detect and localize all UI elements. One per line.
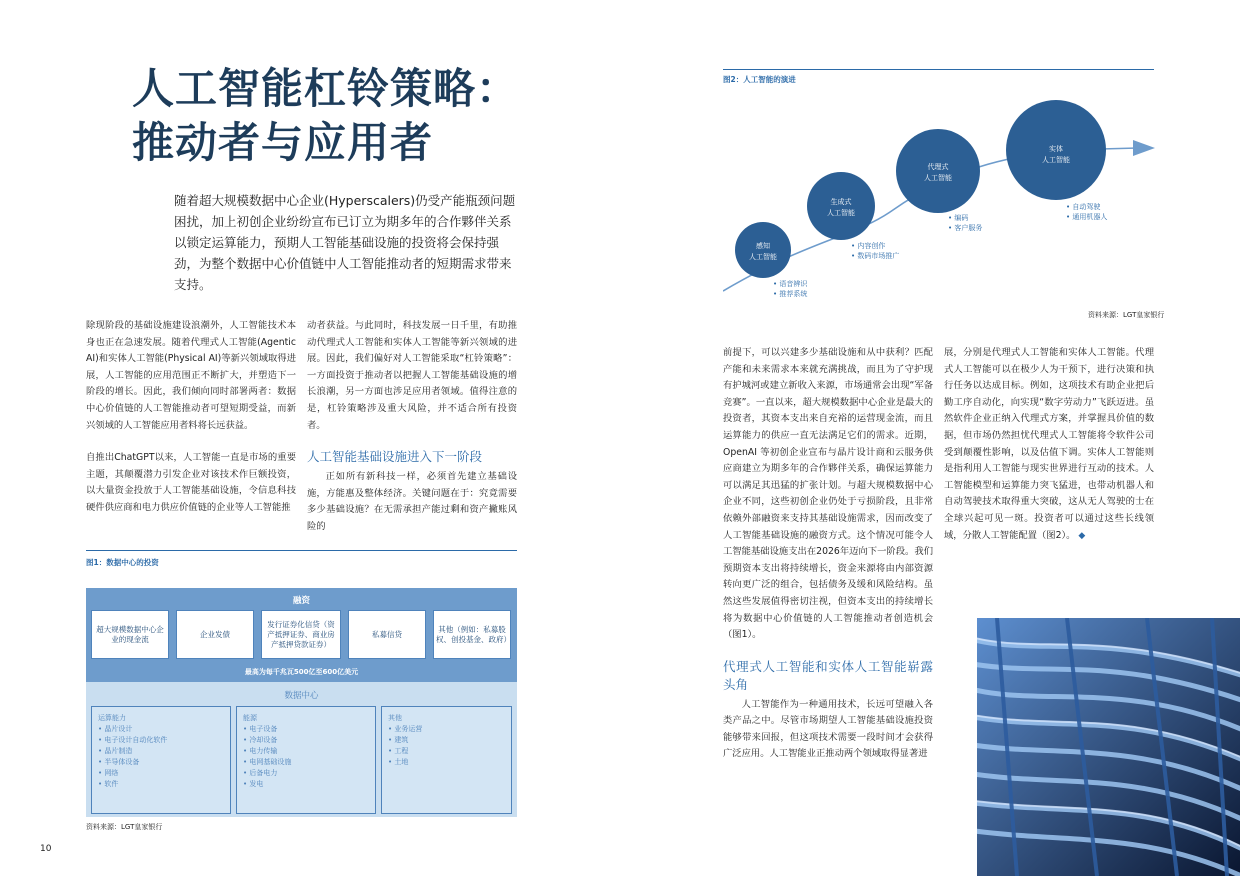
figure-2-caption: 图2：人工智能的演进	[723, 75, 796, 84]
col4-text: 展，分别是代理式人工智能和实体人工智能。代理式人工智能可以在极少人为干预下，进行决策和执行任务以达成目标。例如，这项技术有助企业把后勤工序自动化，向实现“数字劳动力”飞跃迈进。虽然软件企业正纳入代理式方案，并掌握具价值的数据，但市场仍然担忧代理式人工智能将令软件公司受到颠覆性影响，以及估值下调。实体人工智能则是指利用人工智能与现实世界进行互动的技术。人工智能模型和运算能力突飞猛进，也带动机器人和自动驾驶技术取得重大突破，这从无人驾驶的士在全球兴起可见一斑。投资者可以通过这些长线领域，分散人工智能配置（图2）。	[944, 347, 1154, 541]
list-item: • 工程	[388, 746, 505, 757]
stage-4-example-1: 自动驾驶	[1072, 203, 1101, 211]
stage-agentic-circle	[896, 129, 980, 213]
figure-1-data-center-investment	[86, 588, 517, 817]
figure-2-ai-evolution	[723, 88, 1163, 303]
stage-3-name-line2: 人工智能	[924, 174, 952, 182]
list-item: • 网络	[98, 768, 224, 779]
list-item: • 软件	[98, 779, 224, 790]
page-title	[132, 62, 552, 170]
arrow-head-icon	[1133, 140, 1155, 156]
list-item: • 晶片设计	[98, 724, 224, 735]
list-item: • 电网基础设施	[243, 757, 369, 768]
lead-paragraph: 随着超大规模数据中心企业(Hyperscalers)仍受产能瓶颈问题困扰，加上初创企业纷纷宣布已订立为期多年的合作夥伴关系以锁定运算能力，预期人工智能基础设施的投资将会保持强劲，为整个数据中心价值链中人工智能推动者的短期需求带来支持。	[174, 193, 516, 292]
col3-paragraph-2: 人工智能作为一种通用技术，长远可望融入各类产品之中。尽管市场期望人工智能基础设施投资能够带来回报，但这项技术需要一段时间才会获得广泛应用。人工智能业正推动两个领域取得显著进	[723, 698, 933, 760]
figure-1-source: 资料来源：LGT皇家银行	[86, 823, 163, 831]
energy-box	[236, 706, 376, 814]
stage-4-name-line1: 实体	[1049, 145, 1063, 153]
svg-text:• 语音辨识: • 语音辨识	[773, 280, 808, 288]
list-item: • 半导体设备	[98, 757, 224, 768]
column-2	[307, 318, 517, 536]
svg-text:• 自动驾驶: • 自动驾驶	[1066, 203, 1101, 211]
list-item: • 后备电力	[243, 768, 369, 779]
list-item: • 冷却设备	[243, 735, 369, 746]
svg-text:• 推荐系统: • 推荐系统	[773, 290, 808, 298]
col1-paragraph-1: 除现阶段的基础设施建设浪潮外，人工智能技术本身也正在急速发展。随着代理式人工智能(Agentic AI)和实体人工智能(Physical AI)等新兴领域取得进展，人工智能的应用范围正不断扩大，并塑造下一阶段的增长。因此，我们倾向同时部署两者：数据中心价值链的人工智能推动者可望短期受益，而新兴领域的人工智能应用者料将长远获益。	[86, 320, 296, 431]
stage-2-example-1: 内容创作	[857, 242, 886, 250]
stage-1-example-1: 语音辨识	[779, 280, 808, 288]
stage-1-name-line1: 感知	[756, 242, 770, 250]
figure-1-top-rule	[86, 550, 517, 551]
funding-box-hyperscaler-cashflow: 超大规模数据中心企业的现金流	[91, 610, 169, 659]
svg-text:• 编码: • 编码	[948, 214, 969, 222]
list-item: • 晶片制造	[98, 746, 224, 757]
energy-title: 能源	[243, 714, 257, 722]
col2-paragraph-1: 动者获益。与此同时，科技发展一日千里，有助推动代理式人工智能和实体人工智能等新兴领域的进展。因此，我们偏好对人工智能采取“杠铃策略”：一方面投资于推动者以把握人工智能基础设施的增长浪潮，另一方面也涉足应用者领域。值得注意的是，杠铃策略涉及重大风险，并不适合所有投资者。	[307, 320, 517, 431]
stage-2-name-line2: 人工智能	[827, 209, 855, 217]
stage-generative-circle	[807, 172, 875, 240]
svg-text:• 内容创作: • 内容创作	[851, 242, 886, 250]
list-item: • 电力传输	[243, 746, 369, 757]
column-1	[86, 318, 296, 517]
section-heading-infrastructure: 人工智能基础设施进入下一阶段	[307, 449, 483, 465]
funding-title: 融资	[292, 596, 310, 606]
title-line-2: 推动者与应用者	[132, 118, 434, 167]
stage-4-example-2: 通用机器人	[1072, 213, 1108, 221]
compute-title: 运算能力	[98, 714, 126, 722]
stage-3-name-line1: 代理式	[927, 163, 949, 171]
list-item: • 电子设备	[243, 724, 369, 735]
stage-2-example-2: 数码市场推广	[857, 252, 900, 260]
end-mark-icon: ◆	[1078, 530, 1086, 541]
funding-box-securitized-credit: 发行证券化信贷（资产抵押证券、商业房产抵押贷款证券）	[261, 610, 341, 659]
other-box	[381, 706, 512, 814]
funding-box-other: 其他（例如：私募股权、创投基金、政府）	[433, 610, 511, 659]
list-item: • 土地	[388, 757, 505, 768]
compute-box	[91, 706, 231, 814]
network-cables-photo	[977, 618, 1240, 876]
page-number: 10	[40, 844, 52, 854]
funding-box-private-credit: 私募信贷	[348, 610, 426, 659]
list-item: • 建筑	[388, 735, 505, 746]
list-item: • 发电	[243, 779, 369, 790]
column-4	[944, 345, 1154, 544]
svg-text:• 客户服务: • 客户服务	[948, 224, 983, 232]
stage-4-name-line2: 人工智能	[1042, 156, 1070, 164]
col4-paragraph-1	[944, 345, 1154, 544]
column-3	[723, 345, 933, 763]
data-center-title: 数据中心	[284, 691, 319, 701]
stage-perception-circle	[735, 222, 791, 278]
col3-paragraph-1: 前提下，可以兴建多少基础设施和从中获利？匹配产能和未来需求本来就充满挑战，而且为了守护现有护城河或建立新收入来源，市场通常会出现“军备竞赛”。一直以来，超大规模数据中心企业是最大的投资者，其资本支出来自充裕的运营现金流，而且运算能力的供应一直无法满足它们的需求。近期，OpenAI 等初创企业宣布与晶片设计商和云服务供应商建立为期多年的合作夥伴关系，确保运算能力可以满足其迅猛的扩张计划。与超大规模数据中心企业不同，这些初创企业仍处于亏损阶段，且非常依赖外部融资来支持其基础设施需求，因而改变了人工智能基础设施的融资方式。这个情况可能令人工智能基础设施支出在2026年迈向下一阶段。我们预期资本支出将持续增长，资金来源将由内部资源转向更广泛的组合，包括债务及缓和风险结构。虽然这些发展值得密切注视，但资本支出的持续增长将为数据中心价值链的人工智能推动者创造机会（图1）。	[723, 347, 933, 641]
other-title: 其他	[388, 714, 402, 722]
stage-1-name-line2: 人工智能	[749, 253, 777, 261]
cables-image	[977, 618, 1240, 876]
funding-box-corporate-bonds: 企业发债	[176, 610, 254, 659]
section-heading-agentic-physical: 代理式人工智能和实体人工智能崭露头角	[723, 658, 933, 692]
stage-1-example-2: 推荐系统	[779, 290, 808, 298]
svg-text:• 通用机器人: • 通用机器人	[1066, 213, 1108, 221]
figure-2-top-rule	[723, 69, 1154, 70]
col1-paragraph-2: 自推出ChatGPT以来，人工智能一直是市场的重要主题，其颠覆潜力引发企业对该技术作巨额投资，以大量资金投放于人工智能基础设施，令信息科技硬件供应商和电力供应价值链的企业等人工智能推	[86, 452, 296, 513]
funding-amount-caption: 最高为每千兆瓦500亿至600亿美元	[244, 668, 359, 676]
list-item: • 电子设计自动化软件	[98, 735, 224, 746]
svg-text:• 数码市场推广: • 数码市场推广	[851, 252, 900, 260]
stage-3-example-1: 编码	[954, 214, 969, 222]
title-line-1: 人工智能杠铃策略：	[132, 64, 520, 113]
figure-1-caption: 图1：数据中心的投资	[86, 558, 159, 567]
stage-2-name-line1: 生成式	[830, 198, 852, 206]
stage-3-example-2: 客户服务	[954, 224, 983, 232]
list-item: • 业务运营	[388, 724, 505, 735]
col2-paragraph-2: 正如所有新科技一样，必须首先建立基础设施，方能惠及整体经济。关键问题在于：究竟需要多少基础设施？在无需承担产能过剩和资产撇账风险的	[307, 471, 517, 532]
figure-2-source: 资料来源：LGT皇家银行	[1088, 311, 1165, 319]
